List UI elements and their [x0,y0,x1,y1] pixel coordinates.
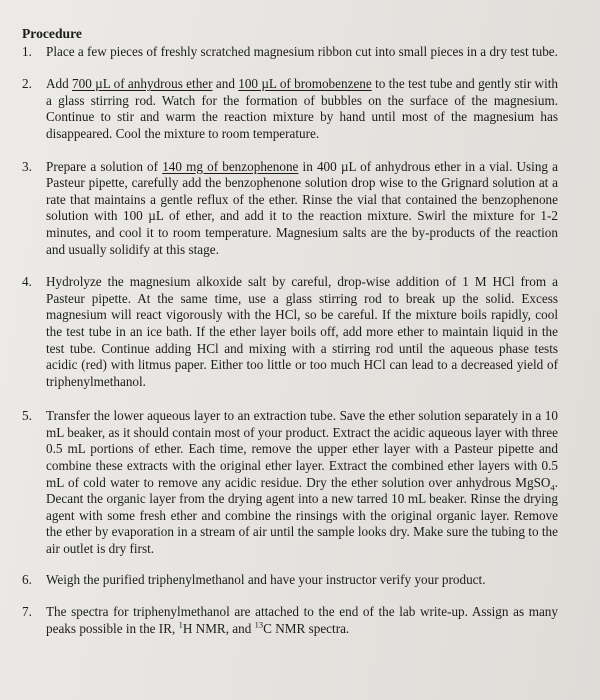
text-run: in 400 µL of anhydrous ether in a vial. Using a Pasteur pipette, carefully add the benzophenone solution drop wise to the Grignard solution at a rate that maintains a gentle reflux of the ether. Rinse the vial that contained the benzophenone solution with 100 µL of ether, and add it to the reaction mixture. Swirl the mixture for 1-2 minutes, and cool it to room temperature. Magnesium salts are the by-products of the reaction and usually solidify at this stage. [46,158,559,257]
step-text: Place a few pieces of freshly scratched magnesium ribbon cut into small pieces in a dry test tube. [46,43,558,59]
procedure-step-7 [22,604,558,637]
step-text [46,159,558,259]
step-number: 2. [22,76,32,92]
procedure-step-1 [22,44,558,61]
procedure-step-6 [22,572,558,589]
text-run: C NMR spectra. [263,620,350,636]
procedure-heading: Procedure [22,26,82,41]
step-text [46,604,558,637]
procedure-step-5 [22,408,558,557]
text-run: Prepare a solution of [46,158,163,174]
procedure-step-2 [22,76,558,142]
text-run: Transfer the lower aqueous layer to an extraction tube. Save the ether solution separately in a 10 mL beaker, as it should contain most of your product. Extract the acidic aqueous layer with three 0.5 mL portions of ether. Each time, remove the upper ether layer with a Pasteur pipette and combine these extracts with the original ether layer. Extract the combined ether layers with 0.5 mL of cold water to remove any acidic residue. Dry the ether solution over anhydrous MgSO [46,408,558,490]
procedure-step-3 [22,159,558,259]
step-number: 5. [22,408,32,424]
text-run: and [212,76,239,92]
text-run: H NMR, and [182,620,255,636]
underlined-quantity-bromobenzene: 100 µL of bromobenzene [238,76,372,92]
step-number: 3. [22,158,32,174]
procedure-step-4 [22,274,558,390]
step-text: Weigh the purified triphenylmethanol and have your instructor verify your product. [46,571,486,587]
step-number: 6. [22,571,32,587]
underlined-quantity-ether: 700 µL of anhydrous ether [72,76,213,92]
superscript: 13 [254,619,264,630]
step-text: Hydrolyze the magnesium alkoxide salt by careful, drop-wise addition of 1 M HCl from a Pasteur pipette. At the same time, use a glass stirring rod to break up the solid. Excess magnesium will react vigorously with the HCl, so be careful. If the mixture boils rapidly, cool the test tube in an ice bath. If the ether layer boils off, add more ether to maintain liquid in the test tube. Continue adding HCl and mixing with a stirring rod until the aqueous phase tests acidic (red) with litmus paper. Either too little or too much HCl can lead to a decreased yield of triphenylmethanol. [46,274,558,389]
step-number: 7. [22,604,32,620]
text-run: The spectra for triphenylmethanol are attached to the end of the lab write-up. Assign as many peaks possible in the IR, [46,604,558,636]
text-run: . Decant the organic layer from the drying agent into a new tarred 10 mL beaker. Rinse the drying agent with some fresh ether and combine the rinsings with the original organic layer. Remove the ether by evaporation in a stream of air until the sample looks dry. Make sure the tubing to the air outlet is dry first. [46,474,558,557]
text-run: to the test tube and gently stir with a glass stirring rod. Watch for the formation of bubbles on the surface of the magnesium. Continue to stir and warm the reaction mixture by hand until most of the magnesium has disappeared. Cool the mixture to room temperature. [46,76,558,141]
step-number: 4. [22,274,32,290]
text-run: Add [46,76,73,92]
step-text [46,76,558,142]
step-number: 1. [22,43,32,59]
underlined-quantity-benzophenone: 140 mg of benzophenone [162,158,299,174]
step-text [46,408,558,557]
procedure-steps-list [22,44,558,638]
superscript: 1 [178,619,183,630]
subscript: 4 [550,482,555,493]
